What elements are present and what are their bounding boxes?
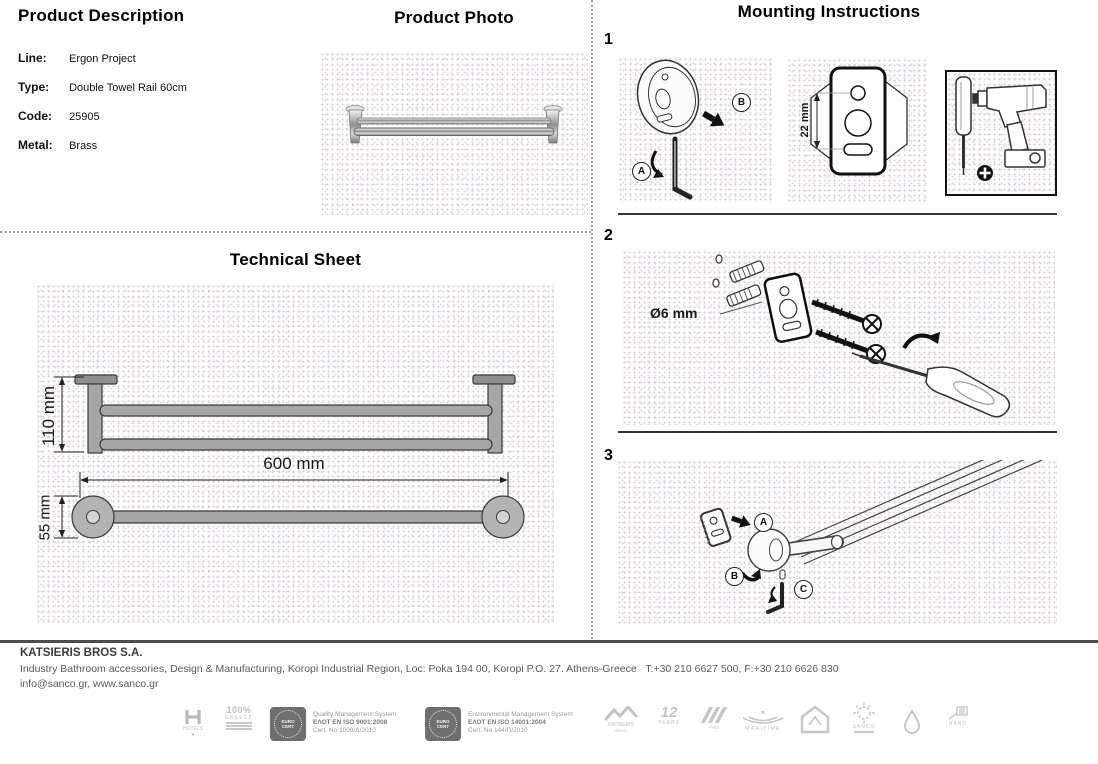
technical-sheet-title: Technical Sheet <box>229 250 362 269</box>
sanco-sun-logo: SANCO <box>843 702 885 733</box>
step-1-bracket-illustration <box>787 58 927 202</box>
eurocert-label: EURO CERT <box>429 710 457 738</box>
bracket-mini <box>698 508 731 548</box>
drill-icon <box>973 85 1046 167</box>
towel-rail-drawing <box>346 106 562 144</box>
maritime-logo: ★ MARITIME <box>738 710 788 732</box>
maritime-star: ★ <box>760 710 766 716</box>
screw-2 <box>816 329 885 363</box>
field-metal-label: Metal: <box>18 138 53 152</box>
field-line-label: Line: <box>18 51 47 65</box>
label-a-badge-3: A <box>754 513 773 532</box>
mountains-icon <box>603 706 639 722</box>
allen-key-small <box>768 584 782 612</box>
footer-rule <box>0 640 1098 643</box>
water-drop-logo <box>898 709 926 735</box>
towel-rail-photo <box>320 52 588 215</box>
wave-icon <box>741 716 785 726</box>
eurocert-quality-badge <box>270 707 306 741</box>
pro-stripes-logo: PRO <box>699 707 729 731</box>
dim-width-label: 600 mm <box>263 454 325 473</box>
turn-arrow <box>742 569 761 580</box>
dim-height-label: 110 mm <box>39 385 58 447</box>
field-code <box>18 109 100 123</box>
hotels-star: ★ <box>190 732 196 738</box>
product-photo <box>320 52 588 215</box>
eurocert-label: EURO CERT <box>274 710 302 738</box>
wall-plate-drawing <box>618 57 772 203</box>
field-type <box>18 80 187 94</box>
side-view <box>75 375 515 453</box>
mounting-title: Mounting Instructions <box>737 2 921 21</box>
step-separator-2 <box>618 431 1057 433</box>
step-1-tools-panel <box>945 70 1057 196</box>
label-a-badge: A <box>632 162 651 181</box>
sanco-bar <box>854 731 874 733</box>
step-2-number: 2 <box>604 227 613 244</box>
screwdriver-icon <box>956 77 971 175</box>
step-3-illustration <box>617 460 1057 625</box>
field-code-label: Code: <box>18 109 52 123</box>
dim-22-label: 22 mm <box>799 102 811 138</box>
wall-plug-1 <box>729 260 765 283</box>
nano-logo: NANO <box>936 705 980 727</box>
hotels-icon <box>182 708 204 726</box>
dim-600-lines <box>80 472 508 498</box>
company-name: KATSIERIS BROS S.A. <box>20 647 143 659</box>
direction-arrow <box>699 107 728 133</box>
screw-1 <box>812 299 881 333</box>
greece-100-logo: 100% GREECE <box>222 706 256 730</box>
company-contact: info@sanco.gr, www.sanco.gr <box>20 678 159 690</box>
nano-icon <box>947 705 969 721</box>
rotate-arrow <box>652 151 664 178</box>
bracket-center-hole <box>845 110 871 136</box>
12-years-logo: 12 YEARS <box>658 704 680 726</box>
hotels-logo: HOTELS ★ <box>176 708 210 738</box>
vertical-divider <box>591 0 593 639</box>
field-metal <box>18 138 97 152</box>
push-arrow <box>730 512 753 531</box>
stripes-icon <box>699 707 729 725</box>
field-code-value: 25905 <box>69 111 100 123</box>
bracket-screw-hole <box>851 86 865 100</box>
label-b-badge-3: B <box>725 567 744 586</box>
step-3-drawing <box>617 460 1057 625</box>
field-line <box>18 51 136 65</box>
label-b-badge: B <box>732 93 751 112</box>
dim-leader <box>720 302 762 314</box>
product-photo-title: Product Photo <box>394 8 514 27</box>
bracket-small <box>764 273 813 343</box>
technical-drawing <box>36 284 554 624</box>
step-3-number: 3 <box>604 447 613 464</box>
cert-quality-text: Quality Management System ΕΛΟΤ EN ISO 9001:2008 Cert. No 1008/Δ/2010 <box>313 711 397 734</box>
wall-holes <box>713 255 722 287</box>
flag-bar <box>226 728 252 730</box>
horizontal-divider <box>0 231 591 233</box>
wall-plate <box>630 57 706 140</box>
drop-icon <box>902 709 922 735</box>
allen-key-icon <box>675 139 690 197</box>
step-2-illustration <box>622 250 1055 425</box>
tools-drawing <box>947 72 1051 190</box>
flag-bar <box>226 725 252 727</box>
bottom-view <box>72 496 524 538</box>
rotation-arrow <box>904 332 940 348</box>
eurocert-environment-badge <box>425 707 461 741</box>
step-1-number: 1 <box>604 31 613 48</box>
house-icon <box>800 705 830 735</box>
step-2-drawing <box>622 250 1055 425</box>
product-description-title: Product Description <box>18 6 185 25</box>
step-separator-1 <box>618 213 1057 215</box>
katsieris-logo: KATSIERIS BROS <box>598 706 644 734</box>
wall-rose <box>748 529 790 571</box>
dim-6mm-label: Ø6 mm <box>650 305 698 321</box>
cert-environment-text: Environmental Management System ΕΛΟΤ EN ISO 14001:2004 Cert. No 144/Π/2010 <box>468 711 573 734</box>
sun-icon <box>851 702 877 724</box>
house-logo <box>797 705 833 735</box>
flag-bar <box>226 722 252 724</box>
field-type-label: Type: <box>18 80 50 94</box>
rail-stub <box>783 536 843 551</box>
bracket-slot <box>844 144 872 155</box>
phillips-icon <box>977 165 993 181</box>
label-c-badge-3: C <box>794 580 813 599</box>
field-line-value: Ergon Project <box>69 53 136 65</box>
step-1-plate-illustration <box>618 57 772 203</box>
company-address: Industry Bathroom accessories, Design & Manufacturing, Koropi Industrial Region, Loc: Poka 194 00, Koropi P.O. 27. Athens-Greece T:+30 210 6627 500, F:+30 210 6626 830 <box>20 663 839 675</box>
field-metal-value: Brass <box>69 140 98 152</box>
field-type-value: Double Towel Rail 60cm <box>69 82 187 94</box>
dim-rose-label: 55 mm <box>36 494 54 541</box>
set-screw <box>780 570 785 579</box>
